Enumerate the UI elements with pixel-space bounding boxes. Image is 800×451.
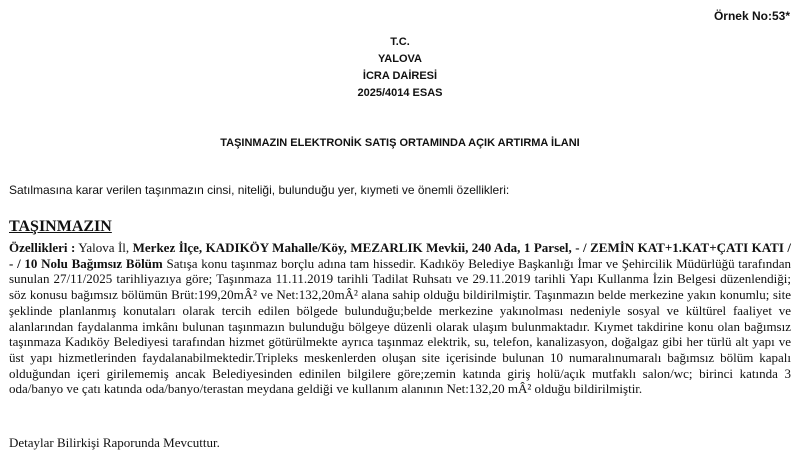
notice-title: TAŞINMAZIN ELEKTRONİK SATIŞ ORTAMINDA AÇIK ARTIRMA İLANI	[220, 137, 580, 149]
document-reference-number: Örnek No:53*	[713, 9, 790, 23]
court-header	[0, 34, 800, 102]
features-label: Özellikleri :	[9, 240, 76, 255]
header-line-country: T.C.	[390, 36, 410, 48]
header-line-office: İCRA DAİRESİ	[362, 70, 438, 82]
location-details: Merkez İlçe, KADIKÖY Mahalle/Köy, MEZARLIK Mevkii, 240 Ada, 1 Parsel, - / ZEMİN KAT+1.KAT+ÇATI KATI / - / 10 Nolu Bağımsız Bölüm	[9, 240, 791, 271]
header-line-case-number: 2025/4014 ESAS	[357, 87, 443, 99]
intro-text: Satılmasına karar verilen taşınmazın cinsi, niteliği, bulunduğu yer, kıymeti ve önemli özellikleri:	[9, 183, 510, 197]
description-text: Satışa konu taşınmaz borçlu adına tam hissedir. Kadıköy Belediye Başkanlığı İmar ve Şehircilik Müdürlüğü tarafından sunulan 27/11/2025 tarihliyazıya göre; Taşınmaza 11.11.2019 tarihli Tadilat Ruhsatı ve 29.11.2019 tarihli Yapı Kullanma İzin Belgesi düzenlendiği; söz konusu bağımsız bölümün Brüt:199,20mÂ² ve Net:132,20mÂ² alana sahip olduğu bildirilmiştir. Taşınmazın belde merkezine yakın konumlu; site şeklinde planlanmış konutaları olarak tercih edilen bölgede bulunduğu;belde merkezine yakınolması nedeniyle sosyal ve kültürel faaliyet ve alanlarından faydalanma imkânı bulunan taşınmazın bulunduğu bölgeye düzenli olarak ulaşım bulunmaktadır. Kıymet takdirine konu olan bağımsız taşınmaza Kadıköy Belediyesi tarafından hizmet götürülmekte ayrıca taşınmaz elektrik, su, telefon, kanalizasyon, doğalgaz gibi her türlü alt yapı ve üst yapı hizmetlerinden faydalanabilmektedir.Tripleks meskenlerden oluşan site içerisinde bulunan 10 numaralınumaralı bağımsız bölüm kapalı olduğundan içeri girilememiş ancak Belediyesinden edinilen bilgilere göre;zemin katında giriş holü/açık mutfaklı salon/wc; birinci katında 3 oda/banyo ve çatı katında oda/banyo/terastan meydana geldiği ve kullanım alanının Net:132,20 mÂ² olduğu bildirilmiştir.	[9, 255, 791, 397]
details-note: Detaylar Bilirkişi Raporunda Mevcuttur.	[9, 435, 220, 450]
header-line-city: YALOVA	[377, 53, 422, 65]
section-heading: TAŞINMAZIN	[9, 218, 112, 235]
location-prefix: Yalova İl,	[75, 240, 133, 255]
property-description	[9, 240, 791, 397]
